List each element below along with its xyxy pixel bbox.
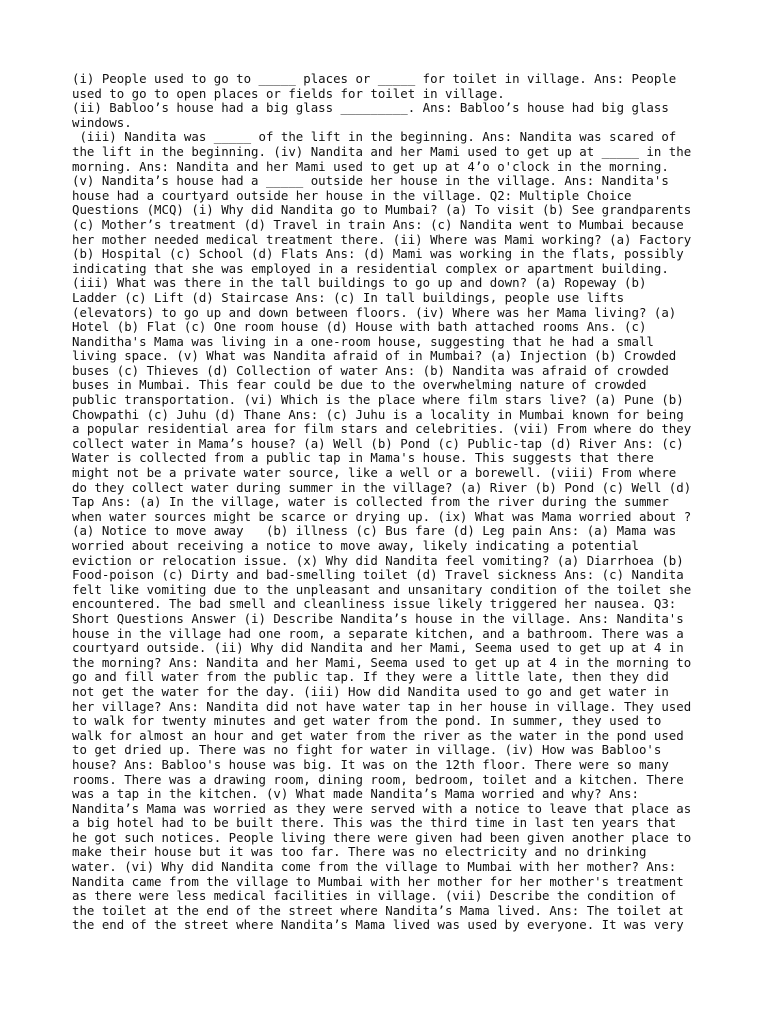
text-line: Food-poison (c) Dirty and bad-smelling toilet (d) Travel sickness Ans: (c) Nandita <box>72 568 684 583</box>
text-line: Nandita’s Mama was worried as they were served with a notice to leave that place as <box>72 801 692 816</box>
text-line: living space. (v) What was Nandita afraid of in Mumbai? (a) Injection (b) Crowded <box>72 349 677 364</box>
text-line: go and fill water from the public tap. If they were a little late, then they did <box>72 670 669 685</box>
text-line: house in the village had one room, a separate kitchen, and a bathroom. There was a <box>72 626 684 641</box>
text-line: (i) People used to go to _____ places or _____ for toilet in village. Ans: People <box>72 72 677 86</box>
text-line: worried about receiving a notice to move away, likely indicating a potential <box>72 539 639 553</box>
text-line: (v) Nandita’s house had a _____ outside her house in the village. Ans: Nandita's <box>72 174 669 189</box>
text-line: the morning? Ans: Nandita and her Mami, Seema used to get up at 4 in the morning to <box>72 655 692 670</box>
text-line: public transportation. (vi) Which is the place where film stars live? (a) Pune (b) <box>72 393 684 408</box>
text-line: encountered. The bad smell and cleanliness issue likely triggered her nausea. Q3: <box>72 597 677 612</box>
text-line: used to go to open places or fields for toilet in village. <box>72 86 505 101</box>
text-line: as there were less medical facilities in village. (vii) Describe the condition of <box>72 889 677 904</box>
text-line: when water sources might be scarce or drying up. (ix) What was Mama worried about ? <box>72 509 692 524</box>
text-line: collect water in Mama’s house? (a) Well (b) Pond (c) Public-tap (d) River Ans: (c) <box>72 436 684 451</box>
text-line: rooms. There was a drawing room, dining room, bedroom, toilet and a kitchen. There <box>72 772 684 787</box>
text-line: Nandita came from the village to Mumbai with her mother for her mother's treatment <box>72 874 684 889</box>
text-line: Nanditha's Mama was living in a one-room house, suggesting that he had a small <box>72 334 654 349</box>
text-line: Questions (MCQ) (i) Why did Nandita go to Mumbai? (a) To visit (b) See grandparents <box>72 203 692 218</box>
text-line: a big hotel had to be built there. This was the third time in last ten years that <box>72 816 677 831</box>
text-line: a popular residential area for film stars and celebrities. (vii) From where do they <box>72 422 692 437</box>
text-line: to get dried up. There was no fight for water in village. (iv) How was Babloo's <box>72 743 662 758</box>
text-line: felt like vomiting due to the unpleasant and unsanitary condition of the toilet she <box>72 582 692 597</box>
text-line: (b) Hospital (c) School (d) Flats Ans: (d) Mami was working in the flats, possibly <box>72 247 684 262</box>
text-line: morning. Ans: Nandita and her Mami used to get up at 4’o o'clock in the morning. <box>72 159 669 174</box>
text-line: walk for almost an hour and get water from the river as the water in the pond used <box>72 728 684 743</box>
text-line: (elevators) to go up and down between floors. (iv) Where was her Mama living? (a) <box>72 305 677 320</box>
text-line: (a) Notice to move away (b) illness (c) Bus fare (d) Leg pain Ans: (a) Mama was <box>72 524 677 539</box>
text-line: was a tap in the kitchen. (v) What made Nandita’s Mama worried and why? Ans: <box>72 787 639 802</box>
text-line: Hotel (b) Flat (c) One room house (d) House with bath attached rooms Ans. (c) <box>72 320 647 335</box>
document-body <box>72 72 700 933</box>
text-line: to walk for twenty minutes and get water from the pond. In summer, they used to <box>72 714 662 729</box>
text-line: Ladder (c) Lift (d) Staircase Ans: (c) In tall buildings, people use lifts <box>72 290 625 305</box>
text-line: (ii) Babloo’s house had a big glass _________. Ans: Babloo’s house had big glass <box>72 101 669 116</box>
text-line: might not be a private water source, like a well or a borewell. (viii) From where <box>72 466 677 481</box>
text-line: Tap Ans: (a) In the village, water is collected from the river during the summer <box>72 495 669 510</box>
text-line: her village? Ans: Nandita did not have water tap in her house in village. They used <box>72 699 692 714</box>
text-line: Short Questions Answer (i) Describe Nandita’s house in the village. Ans: Nandita's <box>72 611 684 626</box>
text-line: (iii) What was there in the tall buildings to go up and down? (a) Ropeway (b) <box>72 276 647 291</box>
text-line: do they collect water during summer in the village? (a) River (b) Pond (c) Well (d) <box>72 480 692 495</box>
text-line: Water is collected from a public tap in Mama's house. This suggests that there <box>72 451 654 466</box>
text-line: not get the water for the day. (iii) How did Nandita used to go and get water in <box>72 684 669 699</box>
text-line: indicating that she was employed in a residential complex or apartment building. <box>72 261 669 276</box>
text-line: the lift in the beginning. (iv) Nandita and her Mami used to get up at _____ in the <box>72 144 692 159</box>
text-line: the toilet at the end of the street where Nandita’s Mama lived. Ans: The toilet at <box>72 903 684 918</box>
text-line: the end of the street where Nandita’s Mama lived was used by everyone. It was very <box>72 918 684 933</box>
text-line: house? Ans: Babloo's house was big. It was on the 12th floor. There were so many <box>72 757 669 772</box>
text-line: house had a courtyard outside her house in the village. Q2: Multiple Choice <box>72 188 632 203</box>
text-line: windows. <box>72 115 132 130</box>
text-line: (c) Mother’s treatment (d) Travel in train Ans: (c) Nandita went to Mumbai because <box>72 217 684 232</box>
text-line: buses (c) Thieves (d) Collection of water Ans: (b) Nandita was afraid of crowded <box>72 363 669 378</box>
text-line: (iii) Nandita was _____ of the lift in the beginning. Ans: Nandita was scared of <box>72 130 677 145</box>
text-line: her mother needed medical treatment there. (ii) Where was Mami working? (a) Factory <box>72 232 692 247</box>
text-line: he got such notices. People living there were given had been given another place to <box>72 830 692 845</box>
text-line: courtyard outside. (ii) Why did Nandita and her Mami, Seema used to get up at 4 in <box>72 641 684 656</box>
text-line: Chowpathi (c) Juhu (d) Thane Ans: (c) Juhu is a locality in Mumbai known for being <box>72 407 684 422</box>
text-line: buses in Mumbai. This fear could be due to the overwhelming nature of crowded <box>72 378 647 393</box>
text-line: eviction or relocation issue. (x) Why did Nandita feel vomiting? (a) Diarrhoea (b) <box>72 553 684 568</box>
text-line: make their house but it was too far. There was no electricity and no drinking <box>72 845 647 860</box>
text-line: water. (vi) Why did Nandita come from the village to Mumbai with her mother? Ans: <box>72 860 677 875</box>
